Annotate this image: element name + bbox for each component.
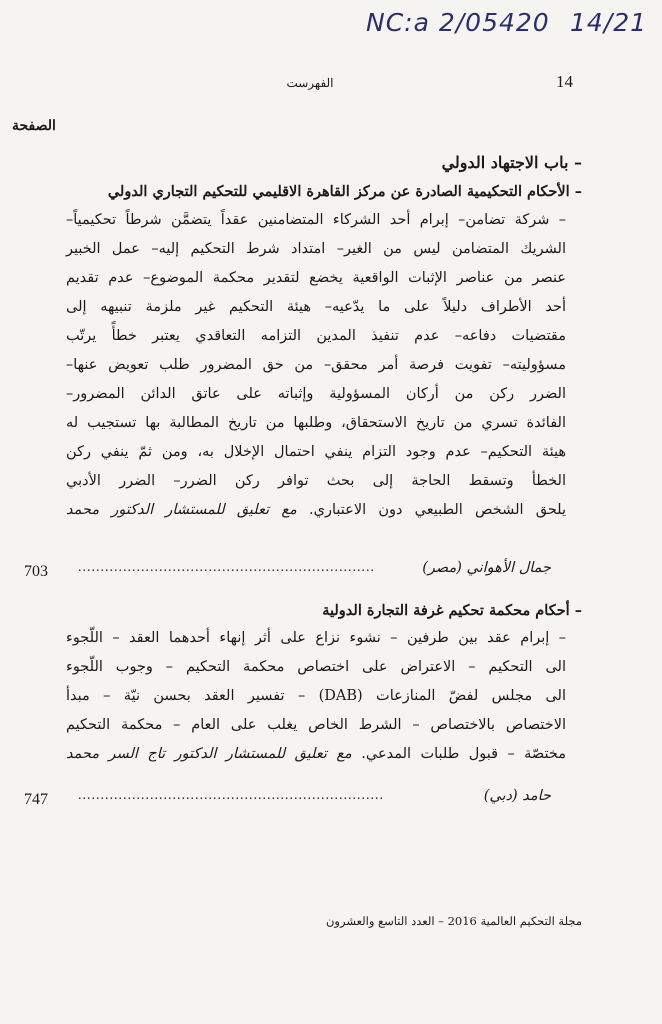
- entry-1-line: – شركة تضامن– إبرام أحد الشركاء المتضامنين عقداً يتضمَّن شرطاً تحكيمياً–: [66, 212, 566, 228]
- entry-2-line: – إبرام عقد بين طرفين – نشوء نزاع على أثر إنهاء أحدهما العقد – اللّجوء: [66, 630, 566, 646]
- entry-1-line: الفائدة تسري من تاريخ الاستحقاق، وطلبها من تاريخ المطالبة بها تستجيب له: [66, 415, 566, 431]
- entry-1-commentary: مع تعليق للمستشار الدكتور محمد: [66, 502, 297, 518]
- entry-2-commentary: مع تعليق للمستشار الدكتور تاج السر محمد: [66, 746, 352, 762]
- entry-2-line: مختصّة – قبول طلبات المدعي.: [361, 746, 566, 762]
- page-column-label: الصفحة: [12, 118, 56, 134]
- entry-1-line: يلحق الشخص الطبيعي دون الاعتباري.: [309, 502, 567, 518]
- journal-footer: مجلة التحكيم العالمية 2016 – العدد التاسع والعشرون: [325, 914, 582, 928]
- entry-1-line: مقتضيات دفاعه– عدم تنفيذ المدين التزامه التعاقدي يعتبر خطأً يرتّب: [66, 328, 566, 344]
- entry-1-leader-dots: ..................................................................: [78, 560, 375, 575]
- entry-1-line: الضرر ركن من أركان المسؤولية وإثباته على عاتق الدائن المضرور–: [66, 386, 566, 402]
- entry-2-body: [66, 630, 566, 775]
- entry-1-line: عنصر من عناصر الإثبات الواقعية يخضع لتقدير محكمة الموضوع– عدم تقديم: [66, 270, 566, 286]
- entry-2-line: الاختصاص بالاختصاص – الشرط الخاص يغلب على العام – محكمة التحكيم: [66, 717, 566, 733]
- entry-2-page-number: 747: [24, 791, 48, 808]
- entry-1-line: أحد الأطراف دليلاً على ما يدّعيه– هيئة التحكيم غير ملزمة تنبيهه إلى: [66, 299, 566, 315]
- entry-1-last-line: [66, 502, 566, 531]
- bleed-through-ghost: [175, 0, 182, 19]
- handwritten-page-ref: 14/21: [570, 8, 648, 37]
- entry-1-title: – الأحكام التحكيمية الصادرة عن مركز القاهرة الاقليمي للتحكيم التجاري الدولي: [107, 183, 582, 200]
- entry-2-line: الى مجلس لفضّ المنازعات (DAB) – تفسير العقد بحسن نيّة – مبدأ: [66, 688, 567, 704]
- entry-2-leader-dots: ....................................................................: [78, 788, 384, 803]
- entry-1-line: مسؤوليته– تفويت فرصة أمر محقق– من حق المضرور طلب تعويض عنها–: [66, 357, 566, 373]
- entry-2-commentator: حامد (دبي): [483, 788, 551, 804]
- handwritten-reference: NC:a 2/05420: [366, 8, 550, 37]
- entry-1-line: الخطأ وتسقط الحاجة إلى بحث توافر ركن الضرر– الضرر الأدبي: [66, 473, 566, 489]
- entry-1-line: هيئة التحكيم– عدم وجود التزام ينفي احتمال الإخلال به، ومن ثمّ ينفي ركن: [66, 444, 566, 460]
- entry-1-line: الشريك المتضامن ليس من الغير– امتداد شرط التحكيم إليه– عمل الخبير: [66, 241, 566, 257]
- entry-2-last-line: [66, 746, 566, 775]
- header-title: الفهرست: [286, 76, 334, 90]
- entry-1-commentator: جمال الأهواني (مصر): [422, 560, 551, 576]
- entry-1-page-number: 703: [24, 563, 48, 580]
- entry-2-line: الى التحكيم – الاعتراض على اختصاص محكمة التحكيم – وجوب اللّجوء: [66, 659, 566, 675]
- section-title: – باب الاجتهاد الدولي: [441, 153, 582, 172]
- entry-2-title: – أحكام محكمة تحكيم غرفة التجارة الدولية: [322, 602, 582, 619]
- entry-1-body: [66, 212, 566, 531]
- header-page-number: 14: [556, 72, 573, 91]
